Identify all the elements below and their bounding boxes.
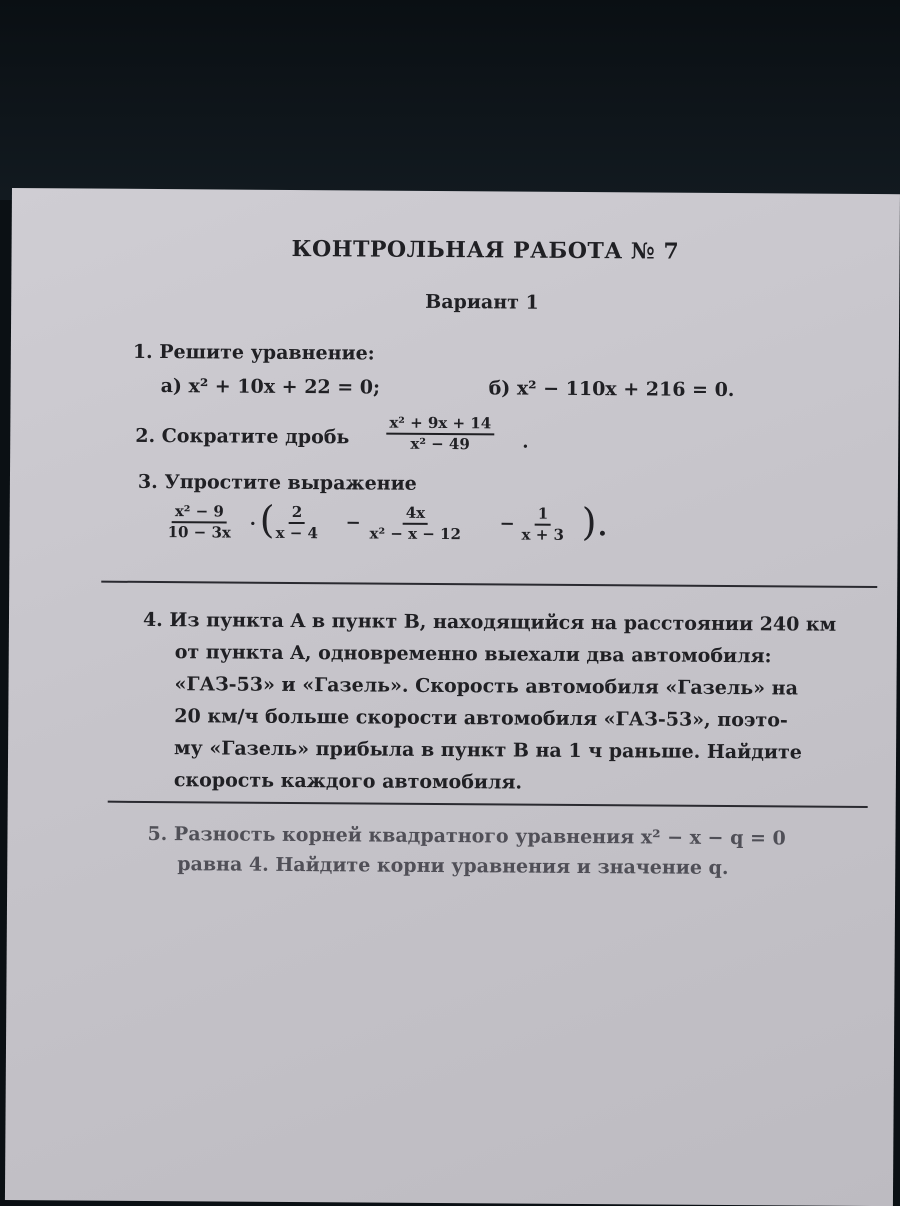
task3-fraction-3 [370,505,462,543]
dark-background [0,0,900,200]
page-title: КОНТРОЛЬНАЯ РАБОТА № 7 [291,235,680,265]
task3-fraction-1 [168,503,232,540]
task3-close-paren: ). [581,499,609,545]
divider-2 [108,801,868,808]
task4-line-1: 4. Из пункта A в пункт B, находящийся на расстоянии 240 км [142,608,837,636]
task3-f1-numerator: x² − 9 [172,503,227,523]
task1-equation-b: б) x² − 110x + 216 = 0. [488,377,735,402]
task1-heading: 1. Решите уравнение: [132,340,375,365]
divider-1 [101,581,877,588]
task3-fraction-4 [522,506,565,543]
task3-multiply-dot: · [249,513,257,535]
task4-line-5: му «Газель» прибыла в пункт B на 1 ч раньше. Найдите [174,737,802,764]
task3-minus-2: − [499,513,515,535]
worksheet-paper [5,188,900,1206]
task3-f3-numerator: 4x [403,505,429,525]
task3-fraction-2 [276,504,319,541]
task2-numerator: x² + 9x + 14 [386,415,494,435]
task2-heading: 2. Сократите дробь [135,424,350,449]
task2-fraction [386,415,494,453]
task5-line-2: равна 4. Найдите корни уравнения и значение q. [177,853,729,880]
task3-f4-numerator: 1 [535,506,552,526]
task4-line-2: от пункта A, одновременно выехали два автомобиля: [174,641,772,668]
task2-period: . [522,431,529,453]
task3-f2-denominator: x − 4 [275,523,319,542]
task3-f3-denominator: x² − x − 12 [369,524,462,543]
task3-f2-numerator: 2 [289,504,306,524]
task3-minus-1: − [345,512,361,534]
task2-denominator: x² − 49 [410,434,470,453]
task3-f4-denominator: x + 3 [521,525,565,544]
task3-f1-denominator: 10 − 3x [167,522,231,542]
task3-open-paren: ( [259,497,275,542]
task4-line-6: скорость каждого автомобиля. [173,769,523,794]
task1-equation-a: а) x² + 10x + 22 = 0; [160,375,381,399]
task3-heading: 3. Упростите выражение [137,470,417,495]
task4-line-3: «ГАЗ-53» и «Газель». Скорость автомобиля «Газель» на [174,673,799,700]
task5-line-1: 5. Разность корней квадратного уравнения x² − x − q = 0 [147,822,786,850]
variant-label: Вариант 1 [425,290,539,314]
task4-line-4: 20 км/ч больше скорости автомобиля «ГАЗ-53», поэто- [174,705,788,732]
